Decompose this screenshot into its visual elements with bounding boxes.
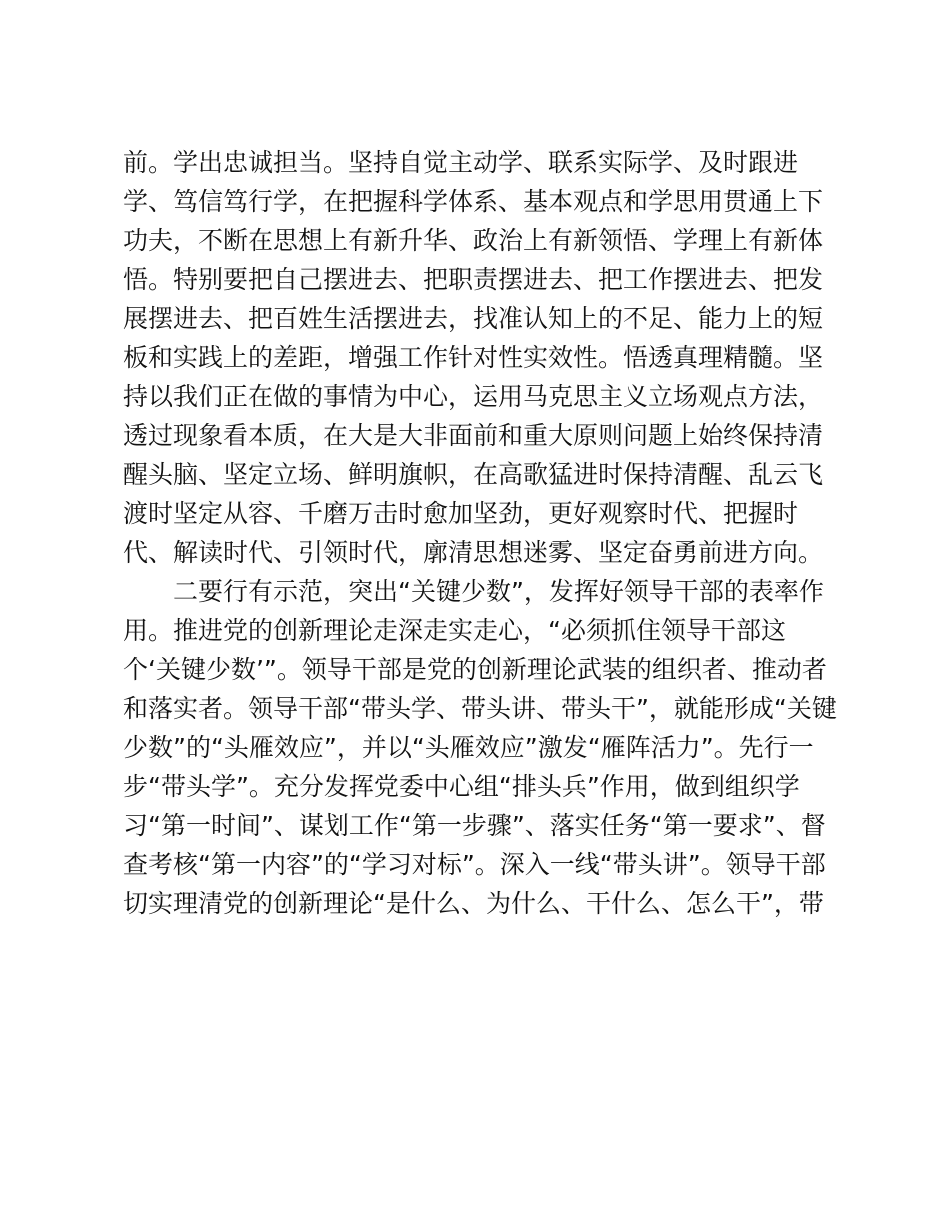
- text-line: 步“带头学”。充分发挥党委中心组“排头兵”作用，做到组织学: [123, 772, 800, 801]
- text-line: 前。学出忠诚担当。坚持自觉主动学、联系实际学、及时跟进: [123, 148, 799, 177]
- text-line: 切实理清党的创新理论“是什么、为什么、干什么、怎么干”，带: [123, 889, 824, 918]
- text-line: 透过现象看本质，在大是大非面前和重大原则问题上始终保持清: [123, 421, 824, 450]
- text-line: 展摆进去、把百姓生活摆进去，找准认知上的不足、能力上的短: [123, 304, 824, 333]
- paragraph-first-line: 二要行有示范，突出“关键少数”，发挥好领导干部的表率作: [173, 577, 824, 606]
- text-line: 学、笃信笃行学，在把握科学体系、基本观点和学思用贯通上下: [123, 187, 824, 216]
- text-line: 习“第一时间”、谋划工作“第一步骤”、落实任务“第一要求”、督: [123, 811, 826, 840]
- body-text: [123, 143, 838, 923]
- text-line: 查考核“第一内容”的“学习对标”。深入一线“带头讲”。领导干部: [123, 850, 826, 879]
- text-line: 用。推进党的创新理论走深走实走心，“必须抓住领导干部这: [123, 616, 786, 645]
- text-line: 板和实践上的差距，增强工作针对性实效性。悟透真理精髓。坚: [123, 343, 824, 372]
- text-line: 少数”的“头雁效应”，并以“头雁效应”激发“雁阵活力”。先行一: [123, 733, 814, 762]
- text-line: 代、解读时代、引领时代，廓清思想迷雾、坚定奋勇前进方向。: [123, 538, 824, 567]
- text-line: 功夫，不断在思想上有新升华、政治上有新领悟、学理上有新体: [123, 226, 824, 255]
- text-line: 悟。特别要把自己摆进去、把职责摆进去、把工作摆进去、把发: [123, 265, 824, 294]
- text-line: 和落实者。领导干部“带头学、带头讲、带头干”，就能形成“关键: [123, 694, 837, 723]
- text-line: 个‘关键少数’”。领导干部是党的创新理论武装的组织者、推动者: [123, 655, 827, 684]
- text-line: 持以我们正在做的事情为中心，运用马克思主义立场观点方法，: [123, 382, 824, 411]
- text-line: 醒头脑、坚定立场、鲜明旗帜，在高歌猛进时保持清醒、乱云飞: [123, 460, 824, 489]
- text-line: 渡时坚定从容、千磨万击时愈加坚劲，更好观察时代、把握时: [123, 499, 799, 528]
